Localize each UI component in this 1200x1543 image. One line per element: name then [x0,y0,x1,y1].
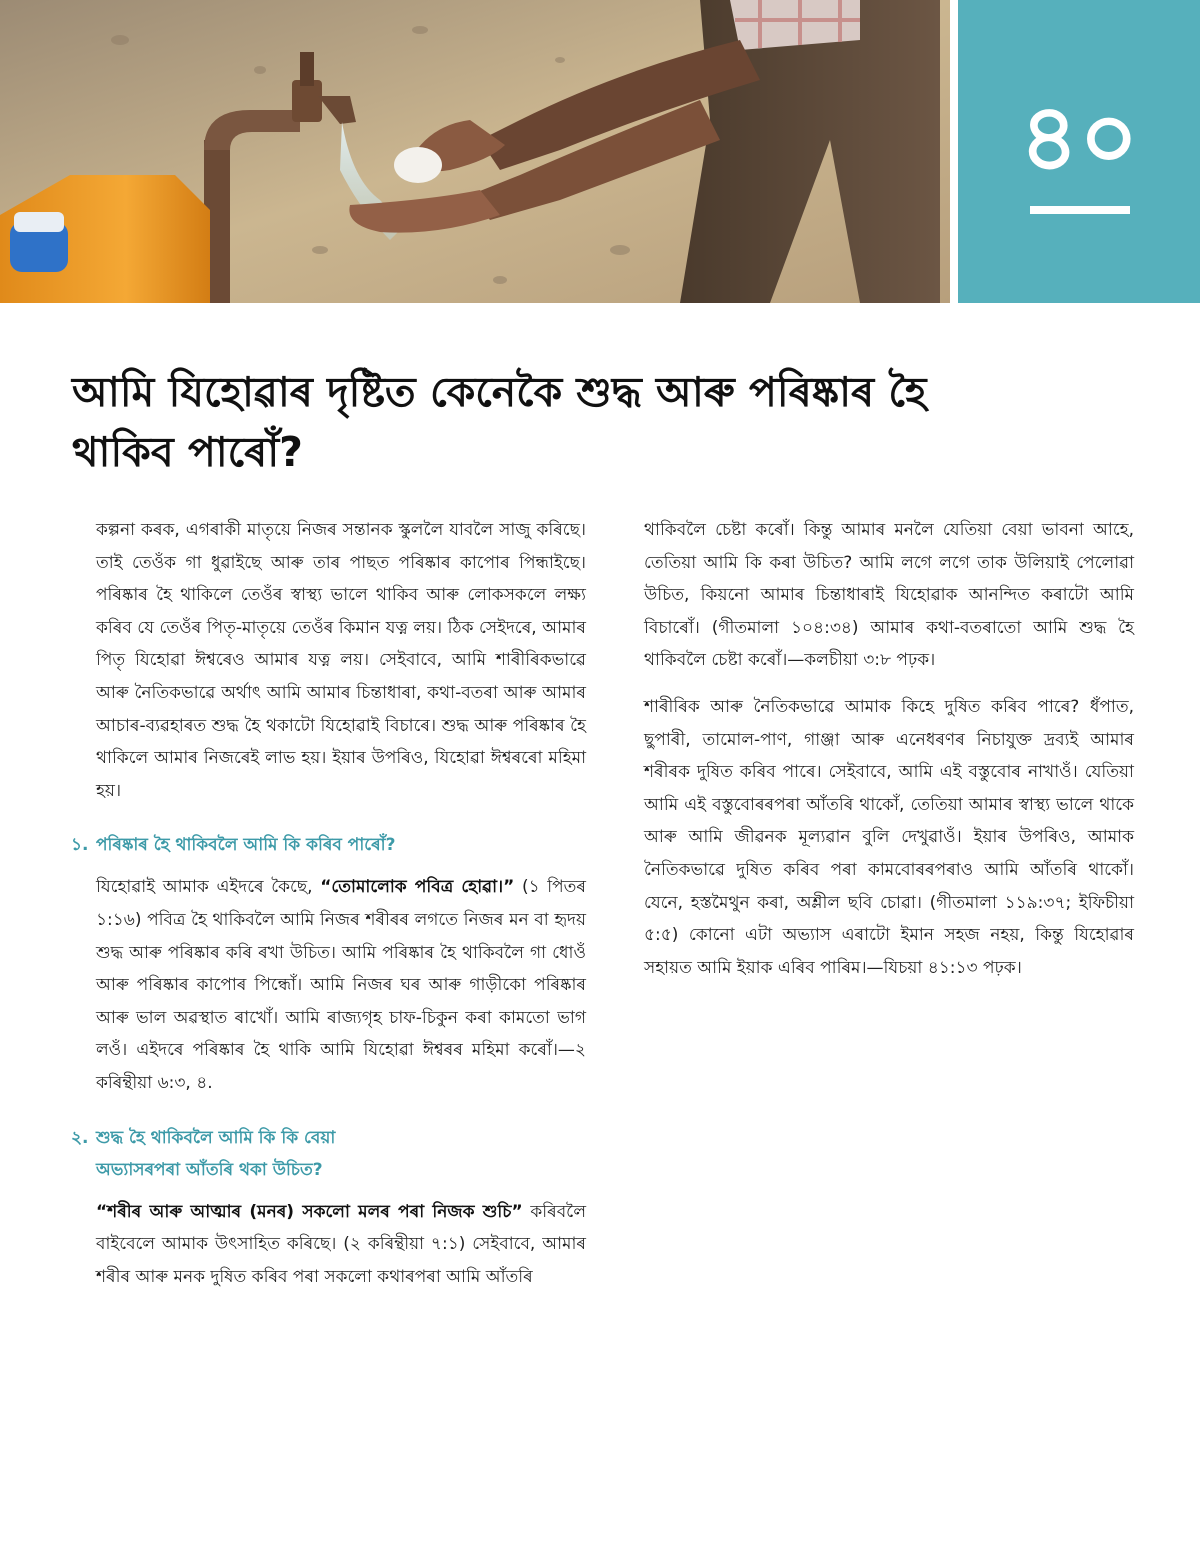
lesson-number: ৪০ [1019,84,1139,191]
section-2-paragraph-1-continued: থাকিবলৈ চেষ্টা কৰোঁ। কিন্তু আমাৰ মনলৈ যেতিয়া বেয়া ভাবনা আহে, তেতিয়া আমি কি কৰা উচিত? আমি লগে লগে তাক উলিয়াই পেলোৱা উচিত, কিয়নো আমাৰ চিন্তাধাৰাই যিহোৱাক আনন্দিত কৰাটো আমি বিচাৰোঁ। (গীতমালা ১০৪:৩৪) আমাৰ কথা-বতৰাতো আমি শুদ্ধ হৈ থাকিবলৈ চেষ্টা কৰোঁ।—কলচীয়া ৩:৮ পঢ়ক। [644,520,1134,671]
hero-photo [0,0,950,303]
left-column [71,514,586,1307]
section-1-bold-quote: “তোমালোক পবিত্ৰ হোৱা।” [320,877,515,898]
intro-paragraph: কল্পনা কৰক, এগৰাকী মাতৃয়ে নিজৰ সন্তানক স্কুললৈ যাবলৈ সাজু কৰিছে। তাই তেওঁক গা ধুৱাইছে আৰু তাৰ পাছত পৰিষ্কাৰ কাপোৰ পিন্ধাইছে। পৰিষ্কাৰ হৈ থাকিলে তেওঁৰ স্বাস্থ্য ভালে থাকিব আৰু লোকসকলে লক্ষ্য কৰিব যে তেওঁৰ পিতৃ-মাতৃয়ে তেওঁৰ কিমান যত্ন লয়। ঠিক সেইদৰে, আমাৰ পিতৃ যিহোৱা ঈশ্বৰেও আমাৰ যত্ন লয়। সেইবাবে, আমি শাৰীৰিকভাৱে আৰু নৈতিকভাৱে অৰ্থাৎ আমি আমাৰ চিন্তাধাৰা, কথা-বতৰা আৰু আমাৰ আচাৰ-ব্যৱহাৰত শুদ্ধ হৈ থকাটো যিহোৱাই বিচাৰে। শুদ্ধ আৰু পৰিষ্কাৰ হৈ থাকিলে আমাৰ নিজৰেই লাভ হয়। ইয়াৰ উপৰিও, যিহোৱা ঈশ্বৰৰো মহিমা হয়। [96,520,586,801]
right-column [644,514,1134,998]
section-2-heading [71,1122,586,1186]
section-2-number: ২. [71,1127,89,1148]
lesson-number-underline [1030,206,1130,214]
section-1-number: ১. [71,835,89,856]
section-2-text-after: কৰিবলৈ বাইবেলে আমাক উৎসাহিত কৰিছে। (২ কৰিন্থীয়া ৭:১) সেইবাবে, আমাৰ শৰীৰ আৰু মনক দুষিত কৰিব পৰা সকলো কথাৰপৰা আমি আঁতৰি [96,1201,586,1287]
section-2-paragraph-2: শাৰীৰিক আৰু নৈতিকভাৱে আমাক কিহে দুষিত কৰিব পাৰে? ধঁপাত, ছুপাৰী, তামোল-পাণ, গাঞ্জা আৰু এনেধৰণৰ নিচাযুক্ত দ্ৰব্যই আমাৰ শৰীৰক দুষিত কৰিব পাৰে। সেইবাবে, আমি এই বস্তুবোৰ নাখাওঁ। যেতিয়া আমি এই বস্তুবোৰৰপৰা আঁতৰি থাকোঁ, তেতিয়া আমাৰ স্বাস্থ্য ভালে থাকে আৰু আমি জীৱনক মূল্যৱান বুলি দেখুৱাওঁ। ইয়াৰ উপৰিও, আমাক নৈতিকভাৱে দুষিত কৰিব পৰা কামবোৰৰপৰাও আমি আঁতৰি থাকোঁ। যেনে, হস্তমৈথুন কৰা, অশ্লীল ছবি চোৱা। (গীতমালা ১১৯:৩৭; ইফিচীয়া ৫:৫) কোনো এটা অভ্যাস এৰাটো ইমান সহজ নহয়, কিন্তু যিহোৱাৰ সহায়ত আমি ইয়াক এৰিব পাৰিম।—যিচয়া ৪১:১৩ পঢ়ক। [644,696,1134,978]
section-1-text-before: যিহোৱাই আমাক এইদৰে কৈছে, [96,877,321,898]
section-1-title: পৰিষ্কাৰ হৈ থাকিবলৈ আমি কি কৰিব পাৰোঁ? [96,835,396,856]
lesson-number-panel [958,0,1200,303]
section-2-bold-quote: “শৰীৰ আৰু আত্মাৰ (মনৰ) সকলো মলৰ পৰা নিজক শুচি” [96,1201,523,1222]
page-title: আমি যিহোৱাৰ দৃষ্টিত কেনেকৈ শুদ্ধ আৰু পৰিষ্কাৰ হৈ থাকিব পাৰোঁ? [72,368,927,476]
hands-washing-illustration [0,0,950,303]
section-2-paragraph-1 [96,1196,586,1294]
section-1-paragraph [96,871,586,1099]
section-1-heading [71,829,586,861]
section-2-title: শুদ্ধ হৈ থাকিবলৈ আমি কি কি বেয়া অভ্যাসৰপৰা আঁতৰি থকা উচিত? [96,1127,336,1180]
section-1-text-after: (১ পিতৰ ১:১৬) পবিত্ৰ হৈ থাকিবলৈ আমি নিজৰ শৰীৰৰ লগতে নিজৰ মন বা হৃদয় শুদ্ধ আৰু পৰিষ্কাৰ কৰি ৰখা উচিত। আমি পৰিষ্কাৰ হৈ থাকিবলৈ গা ধোওঁ আৰু পৰিষ্কাৰ কাপোৰ পিন্ধোঁ। আমি নিজৰ ঘৰ আৰু গাড়ীকো পৰিষ্কাৰ আৰু ভাল অৱস্থাত ৰাখোঁ। আমি ৰাজ্যগৃহ চাফ-চিকুন কৰা কামতো ভাগ লওঁ। এইদৰে পৰিষ্কাৰ হৈ থাকি আমি যিহোৱা ঈশ্বৰৰ মহিমা কৰোঁ।—২ কৰিন্থীয়া ৬:৩, ৪. [96,877,586,1093]
